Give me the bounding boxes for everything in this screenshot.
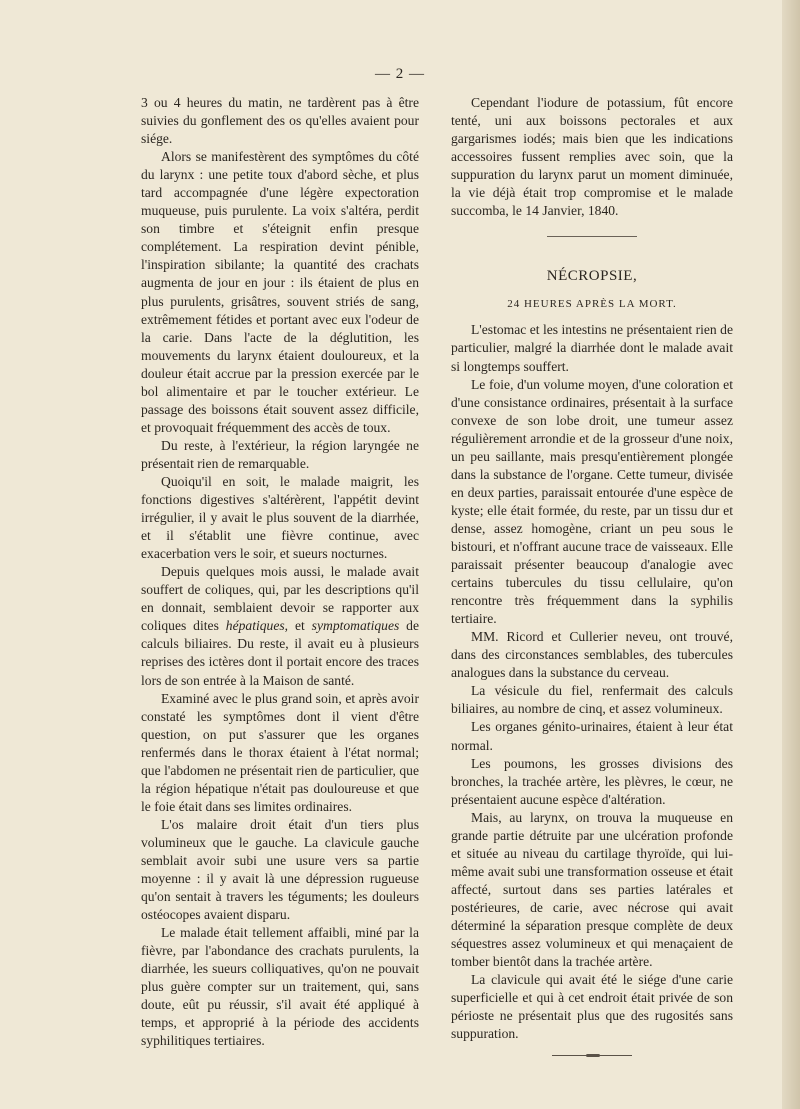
text-run: , et: [284, 618, 305, 634]
paragraph: 3 ou 4 heures du matin, ne tardèrent pas à être suivies du gonflement des os qu'elles avaient pour siége.: [141, 95, 419, 147]
paragraph: La clavicule qui avait été le siége d'une carie superficielle et qui à cet endroit était privée de son périoste ne présentait plus que des rugosités sans suppuration.: [451, 972, 733, 1042]
paragraph: MM. Ricord et Cullerier neveu, ont trouvé, dans des circonstances semblables, des tubercules analogues dans la substance du cerveau.: [451, 629, 733, 681]
paragraph: Les poumons, les grosses divisions des bronches, la trachée artère, les plèvres, le cœur, ne présentaient aucune espèce d'altération.: [451, 755, 733, 807]
paragraph: Alors se manifestèrent des symptômes du côté du larynx : une petite toux d'abord sèche, et plus tard accompagnée d'une légère expectoration muqueuse, puis purulente. La voix s'altéra, perdit son timbre et s'éteignit enfin presque complétement. La respiration devint pénible, l'inspiration sibilante; la quantité des crachats augmenta de jour en jour : ils étaient de plus en plus purulents, grisâtres, souvent striés de sang, extrêmement fétides et portant avec eux l'odeur de la carie. Dans l'acte de la déglutition, les mouvements du larynx étaient douloureux, et la douleur était accrue par la pression exercée par le bol alimentaire et par le toucher extérieur. Le passage des boissons était souvent assez difficile, et provoquait fréquemment des accès de toux.: [141, 149, 419, 435]
paragraph: Du reste, à l'extérieur, la région laryngée ne présentait rien de remarquable.: [141, 437, 419, 471]
section-subheading: 24 HEURES APRÈS LA MORT.: [507, 298, 677, 311]
paragraph: La vésicule du fiel, renfermait des calculs biliaires, au nombre de cinq, et assez volumineux.: [451, 683, 733, 717]
paragraph: Examiné avec le plus grand soin, et après avoir constaté les symptômes dont il vient d'être question, on put s'assurer que les organes renfermés dans le thorax étaient à l'état normal; que l'abdomen ne présentait rien de particulier, que la région hépatique n'était pas douloureuse et que le foie était dans ses limites ordinaires.: [141, 690, 419, 814]
text-run: Depuis quelques mois aussi, le malade avait souffert de coliques, qui, par les descriptions qu'il en donnait, semblaient devoir se rapporter aux coliques dites: [141, 564, 419, 634]
left-column: [141, 94, 419, 1050]
paragraph: L'estomac et les intestins ne présentaient rien de particulier, malgré la diarrhée dont le malade avait si longtemps souffert.: [451, 322, 733, 374]
end-ornament-rule: [552, 1055, 632, 1056]
italic-term-hepatiques: hépatiques: [225, 618, 285, 634]
paragraph: Mais, au larynx, on trouva la muqueuse en grande partie détruite par une ulcération profonde et située au niveau du cartilage thyroïde, qui lui-même avait subi une transformation osseuse et était affecté, surtout dans ses parties latérales et postérieures, de carie, avec nécrose qui avait déterminé la séparation presque complète de deux séquestres assez volumineux et qui menaçaient de tomber bientôt dans la trachée artère.: [451, 809, 733, 970]
italic-term-symptomatiques: symptomatiques: [311, 618, 400, 634]
section-heading: NÉCROPSIE,: [546, 268, 638, 285]
page-number: — 2 —: [375, 66, 425, 82]
text-run: de calculs biliaires. Du reste, il avait eu à plusieurs reprises des ictères dont il portait encore des traces lors de son entrée à la Maison de santé.: [141, 618, 420, 688]
paragraph-intro: Cependant l'iodure de potassium, fût encore tenté, uni aux boissons pectorales et aux gargarismes iodés; mais bien que les indications accessoires fussent remplies avec soin, que la suppuration du larynx parut un moment diminuée, la vie déjà était trop compromise et le malade succomba, le 14 Janvier, 1840.: [451, 95, 733, 219]
paragraph: Le foie, d'un volume moyen, d'une coloration et d'une consistance ordinaires, présentait à la surface convexe de son lobe droit, une tumeur assez régulièrement arrondie et de la grosseur d'une noix, un peu saillante, mais presqu'entièrement plongée dans la substance de l'organe. Cette tumeur, divisée en deux parties, paraissait entourée d'une espèce de kyste; elle était formée, du reste, par un tissu dur et dense, assez homogène, criant un peu sous le bistouri, et n'offrant aucune trace de vaisseaux. Elle paraissait présenter beaucoup d'analogie avec certains tubercules du tissu cellulaire, qu'on rencontre très fréquemment dans la syphilis tertiaire.: [451, 376, 733, 627]
page-edge-shadow: [782, 0, 800, 1109]
section-separator: [547, 236, 637, 237]
paragraph: Le malade était tellement affaibli, miné par la fièvre, par l'abondance des crachats purulents, la diarrhée, les sueurs colliquatives, qu'on ne pouvait plus guère compter sur un traitement, qui, sans doute, eût pu réussir, s'il avait été appliqué à temps, et approprié à la période des accidents syphilitiques tertiaires.: [141, 925, 419, 1049]
paragraph-coliques: [141, 563, 419, 689]
paragraph: L'os malaire droit était d'un tiers plus volumineux que le gauche. La clavicule gauche semblait avoir subi une usure vers sa partie moyenne : il y avait là une dépression rugueuse qu'on sentait à travers les téguments; les douleurs ostéocopes avaient disparu.: [141, 816, 419, 923]
paragraph: Quoiqu'il en soit, le malade maigrit, les fonctions digestives s'altérèrent, l'appétit devint irrégulier, il y avait le plus souvent de la diarrhée, et il s'établit une fièvre continue, avec exacerbation vers le soir, et sueurs nocturnes.: [141, 473, 419, 562]
right-column: [451, 94, 733, 1056]
paragraph: Les organes génito-urinaires, étaient à leur état normal.: [451, 719, 733, 753]
